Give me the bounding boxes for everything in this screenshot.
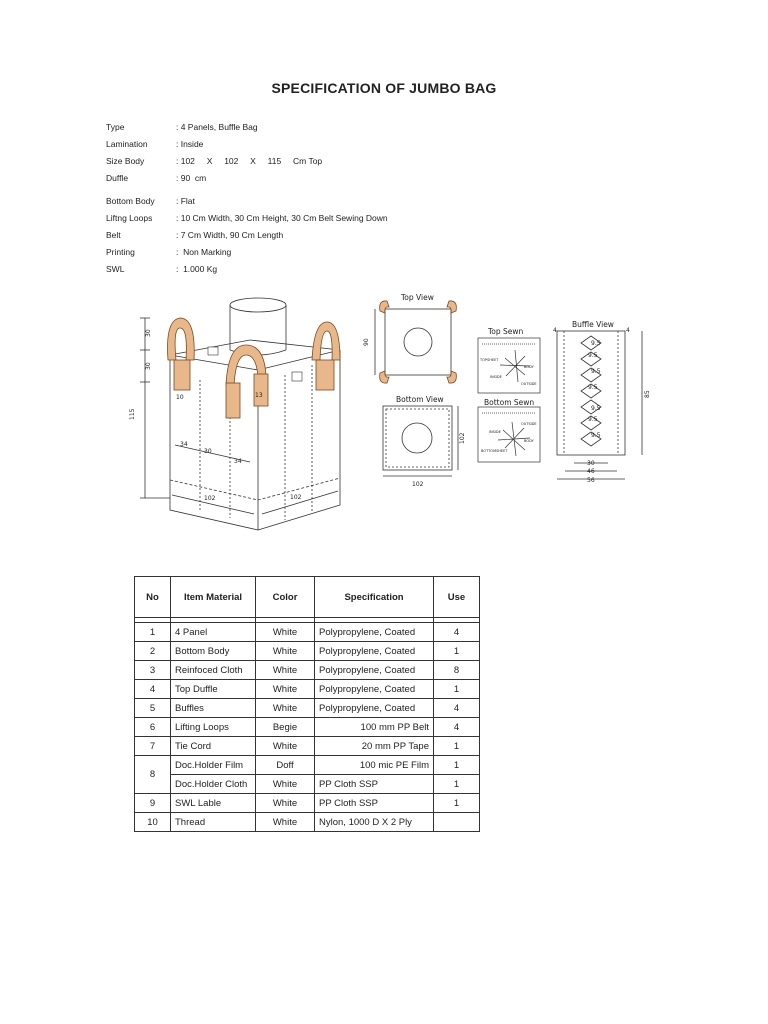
dim-label: 102 [290, 494, 302, 501]
cell-use: 1 [434, 737, 480, 756]
table-row [135, 661, 480, 680]
cell-use: 1 [434, 756, 480, 775]
dim-label: 46 [587, 468, 595, 475]
cell-item: Lifting Loops [171, 718, 256, 737]
spec-label: SWL [106, 264, 125, 274]
material-table [134, 576, 480, 832]
spec-label: Type [106, 122, 125, 132]
cell-use: 1 [434, 775, 480, 794]
table-row [135, 775, 480, 794]
column-header-no: No [135, 577, 171, 618]
cell-spec: PP Cloth SSP [315, 794, 434, 813]
table-header-row [135, 577, 480, 618]
spec-value: : Non Marking [176, 247, 232, 257]
cell-no: 10 [135, 813, 171, 832]
dim-label: 4 [553, 327, 557, 334]
dim-label: 9.5 [588, 384, 598, 391]
cell-spec: 100 mm PP Belt [315, 718, 434, 737]
dim-label: 102 [459, 432, 466, 444]
spec-label: Lamination [106, 139, 148, 149]
cell-no: 7 [135, 737, 171, 756]
cell-spec: 20 mm PP Tape [315, 737, 434, 756]
cell-spec: Polypropylene, Coated [315, 642, 434, 661]
dim-label: 30 [145, 329, 152, 337]
spec-label: Liftng Loops [106, 213, 153, 223]
sewn-label: INSIDE [490, 375, 502, 379]
top-view-label: Top View [401, 293, 434, 302]
cell-item: SWL Lable [171, 794, 256, 813]
spec-value: : 102 X 102 X 115 Cm Top [176, 156, 323, 166]
dim-label: 56 [587, 477, 595, 484]
table-row [135, 680, 480, 699]
sewn-label: BOTTOMSHEET [481, 449, 508, 453]
cell-item: 4 Panel [171, 623, 256, 642]
dim-label: 34 [234, 458, 242, 465]
cell-color: White [256, 680, 315, 699]
sewn-label: BODY [524, 439, 534, 443]
dim-label: 10 [176, 394, 184, 401]
cell-use: 1 [434, 680, 480, 699]
cell-color: White [256, 775, 315, 794]
cell-item: Reinfoced Cloth [171, 661, 256, 680]
cell-no: 5 [135, 699, 171, 718]
table-row [135, 623, 480, 642]
cell-no: 4 [135, 680, 171, 699]
cell-item: Bottom Body [171, 642, 256, 661]
dim-label: 9.5 [588, 352, 598, 359]
dim-label: 34 [180, 441, 188, 448]
dim-label: 30 [145, 362, 152, 370]
table-row [135, 794, 480, 813]
spec-value: : 90 cm [176, 173, 207, 183]
spec-value: : Flat [176, 196, 195, 206]
table-row [135, 718, 480, 737]
buffle-view-label: Buffle View [572, 320, 614, 329]
cell-spec: Polypropylene, Coated [315, 699, 434, 718]
cell-spec: PP Cloth SSP [315, 775, 434, 794]
document-title: SPECIFICATION OF JUMBO BAG [271, 80, 497, 96]
dim-label: 30 [587, 460, 595, 467]
table-row [135, 737, 480, 756]
cell-item: Top Duffle [171, 680, 256, 699]
cell-spec: Nylon, 1000 D X 2 Ply [315, 813, 434, 832]
cell-item: Doc.Holder Cloth [171, 775, 256, 794]
cell-use: 8 [434, 661, 480, 680]
cell-use [434, 813, 480, 832]
table-row [135, 813, 480, 832]
dim-label: 85 [644, 390, 651, 398]
cell-no: 6 [135, 718, 171, 737]
sewn-label: TOPSHEET [480, 358, 499, 362]
cell-use: 4 [434, 699, 480, 718]
spec-value: : 1.000 Kg [176, 264, 218, 274]
spec-label: Duffle [106, 173, 129, 183]
spec-label: Belt [106, 230, 121, 240]
dim-label: 9.5 [591, 340, 601, 347]
cell-spec: Polypropylene, Coated [315, 623, 434, 642]
cell-color: White [256, 623, 315, 642]
dim-label: 102 [412, 481, 424, 488]
cell-item: Buffles [171, 699, 256, 718]
spec-value: : Inside [176, 139, 204, 149]
dim-label: 9.5 [591, 432, 601, 439]
dim-label: 13 [255, 392, 263, 399]
cell-item: Doc.Holder Film [171, 756, 256, 775]
cell-color: White [256, 737, 315, 756]
cell-no: 8 [135, 756, 171, 794]
cell-color: White [256, 794, 315, 813]
cell-no: 9 [135, 794, 171, 813]
spec-label: Size Body [106, 156, 145, 166]
column-header-use: Use [434, 577, 480, 618]
cell-color: White [256, 699, 315, 718]
cell-color: Doff [256, 756, 315, 775]
spec-value: : 4 Panels, Buffle Bag [176, 122, 258, 132]
cell-spec: Polypropylene, Coated [315, 661, 434, 680]
spec-value: : 7 Cm Width, 90 Cm Length [176, 230, 284, 240]
table-row [135, 756, 480, 775]
dim-label: 9.5 [588, 416, 598, 423]
table-row [135, 642, 480, 661]
bottom-sewn-label: Bottom Sewn [484, 398, 535, 407]
table-row [135, 699, 480, 718]
dim-label: 102 [204, 495, 216, 502]
cell-no: 1 [135, 623, 171, 642]
sewn-label: OUTSIDE [521, 382, 537, 386]
dim-label: 115 [129, 408, 136, 420]
spec-value: : 10 Cm Width, 30 Cm Height, 30 Cm Belt Sewing Down [176, 213, 388, 223]
cell-use: 4 [434, 718, 480, 737]
cell-color: Begie [256, 718, 315, 737]
cell-use: 1 [434, 794, 480, 813]
cell-no: 3 [135, 661, 171, 680]
cell-spec: 100 mic PE Film [315, 756, 434, 775]
cell-use: 1 [434, 642, 480, 661]
sewn-label: INSIDE [489, 430, 501, 434]
spec-label: Bottom Body [106, 196, 155, 206]
cell-spec: Polypropylene, Coated [315, 680, 434, 699]
top-sewn-label: Top Sewn [488, 327, 524, 336]
cell-item: Tie Cord [171, 737, 256, 756]
dim-label: 9.5 [591, 405, 601, 412]
cell-color: White [256, 813, 315, 832]
cell-color: White [256, 642, 315, 661]
sewn-label: BODY [524, 365, 534, 369]
cell-color: White [256, 661, 315, 680]
dim-label: 4 [626, 327, 630, 334]
bottom-view-label: Bottom View [396, 395, 444, 404]
column-header-color: Color [256, 577, 315, 618]
cell-use: 4 [434, 623, 480, 642]
sewn-label: OUTSIDE [521, 422, 537, 426]
dim-label: 9.5 [591, 368, 601, 375]
column-header-spec: Specification [315, 577, 434, 618]
dim-label: 90 [363, 338, 370, 346]
cell-item: Thread [171, 813, 256, 832]
cell-no: 2 [135, 642, 171, 661]
column-header-item: Item Material [171, 577, 256, 618]
dim-label: 30 [204, 448, 212, 455]
spec-label: Printing [106, 247, 135, 257]
